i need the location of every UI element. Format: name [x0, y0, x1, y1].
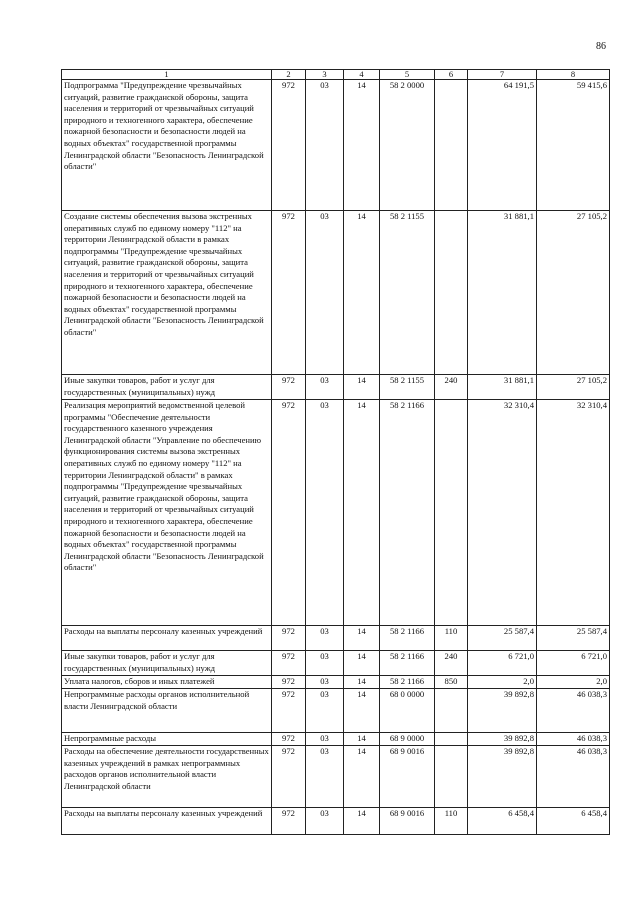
cell-section: 03 [306, 733, 344, 746]
table-row [62, 400, 610, 626]
cell-amount-year2: 59 415,6 [537, 80, 610, 211]
cell-amount-year1: 31 881,1 [468, 211, 537, 375]
cell-section: 03 [306, 689, 344, 733]
table-row [62, 651, 610, 676]
cell-admin-code: 972 [272, 80, 306, 211]
table-row [62, 746, 610, 808]
column-header: 3 [306, 70, 344, 80]
cell-section: 03 [306, 651, 344, 676]
cell-section: 03 [306, 808, 344, 835]
cell-section: 03 [306, 211, 344, 375]
column-header: 5 [380, 70, 435, 80]
cell-amount-year1: 32 310,4 [468, 400, 537, 626]
table-row [62, 733, 610, 746]
cell-target-article: 68 0 0000 [380, 689, 435, 733]
cell-admin-code: 972 [272, 676, 306, 689]
cell-admin-code: 972 [272, 733, 306, 746]
cell-admin-code: 972 [272, 400, 306, 626]
cell-target-article: 68 9 0000 [380, 733, 435, 746]
cell-subsection: 14 [344, 375, 380, 400]
cell-subsection: 14 [344, 400, 380, 626]
cell-section: 03 [306, 375, 344, 400]
cell-target-article: 58 2 1155 [380, 211, 435, 375]
row-name: Непрограммные расходы органов исполнительной власти Ленинградской области [62, 689, 272, 733]
cell-target-article: 58 2 1155 [380, 375, 435, 400]
cell-expense-type: 850 [435, 676, 468, 689]
cell-section: 03 [306, 80, 344, 211]
cell-admin-code: 972 [272, 626, 306, 651]
column-header: 8 [537, 70, 610, 80]
cell-admin-code: 972 [272, 375, 306, 400]
cell-expense-type [435, 400, 468, 626]
cell-section: 03 [306, 676, 344, 689]
cell-target-article: 68 9 0016 [380, 808, 435, 835]
row-name: Реализация мероприятий ведомственной целевой программы "Обеспечение деятельности государственного казенного учреждения Ленинградской области "Управление по обеспечению функционирования системы вызова экстренных оперативных служб по единому номеру "112" на территории Ленинградской области" в рамках подпрограммы "Предупреждение чрезвычайных ситуаций, развитие гражданской обороны, защита населения и территорий от чрезвычайных ситуаций природного и техногенного характера, обеспечение пожарной безопасности и безопасности людей на водных объектах" государственной программы Ленинградской области "Безопасность Ленинградской области" [62, 400, 272, 626]
cell-amount-year2: 27 105,2 [537, 211, 610, 375]
cell-amount-year1: 25 587,4 [468, 626, 537, 651]
page-number: 86 [596, 41, 606, 52]
table-row [62, 808, 610, 835]
header-row [62, 70, 610, 80]
cell-amount-year2: 2,0 [537, 676, 610, 689]
table-row [62, 626, 610, 651]
cell-amount-year1: 64 191,5 [468, 80, 537, 211]
cell-target-article: 58 2 0000 [380, 80, 435, 211]
table-row [62, 80, 610, 211]
column-header: 1 [62, 70, 272, 80]
cell-expense-type: 110 [435, 626, 468, 651]
cell-expense-type [435, 689, 468, 733]
cell-admin-code: 972 [272, 746, 306, 808]
cell-subsection: 14 [344, 80, 380, 211]
row-name: Непрограммные расходы [62, 733, 272, 746]
cell-subsection: 14 [344, 676, 380, 689]
cell-target-article: 58 2 1166 [380, 651, 435, 676]
row-name: Подпрограмма "Предупреждение чрезвычайных ситуаций, развитие гражданской обороны, защита населения и территорий от чрезвычайных ситуаций природного и техногенного характера, обеспечение пожарной безопасности и безопасности людей на водных объектах" государственной программы Ленинградской области "Безопасность Ленинградской области" [62, 80, 272, 211]
row-name: Иные закупки товаров, работ и услуг для государственных (муниципальных) нужд [62, 651, 272, 676]
row-name: Расходы на выплаты персоналу казенных учреждений [62, 626, 272, 651]
cell-subsection: 14 [344, 746, 380, 808]
cell-amount-year1: 39 892,8 [468, 746, 537, 808]
cell-subsection: 14 [344, 808, 380, 835]
cell-expense-type: 240 [435, 651, 468, 676]
cell-subsection: 14 [344, 626, 380, 651]
cell-amount-year2: 46 038,3 [537, 689, 610, 733]
cell-amount-year2: 25 587,4 [537, 626, 610, 651]
table-row [62, 211, 610, 375]
cell-target-article: 58 2 1166 [380, 400, 435, 626]
cell-expense-type [435, 733, 468, 746]
table-row [62, 689, 610, 733]
table-row [62, 375, 610, 400]
cell-amount-year1: 2,0 [468, 676, 537, 689]
cell-target-article: 68 9 0016 [380, 746, 435, 808]
cell-section: 03 [306, 626, 344, 651]
row-name: Расходы на выплаты персоналу казенных учреждений [62, 808, 272, 835]
cell-amount-year1: 6 721,0 [468, 651, 537, 676]
cell-expense-type [435, 80, 468, 211]
cell-admin-code: 972 [272, 808, 306, 835]
cell-expense-type: 110 [435, 808, 468, 835]
row-name: Иные закупки товаров, работ и услуг для государственных (муниципальных) нужд [62, 375, 272, 400]
cell-amount-year2: 46 038,3 [537, 733, 610, 746]
cell-subsection: 14 [344, 211, 380, 375]
cell-subsection: 14 [344, 651, 380, 676]
cell-amount-year1: 31 881,1 [468, 375, 537, 400]
cell-amount-year1: 6 458,4 [468, 808, 537, 835]
cell-admin-code: 972 [272, 211, 306, 375]
cell-expense-type [435, 211, 468, 375]
budget-table [61, 69, 610, 835]
cell-section: 03 [306, 746, 344, 808]
column-header: 6 [435, 70, 468, 80]
cell-section: 03 [306, 400, 344, 626]
cell-admin-code: 972 [272, 689, 306, 733]
cell-amount-year2: 32 310,4 [537, 400, 610, 626]
cell-amount-year2: 27 105,2 [537, 375, 610, 400]
row-name: Создание системы обеспечения вызова экстренных оперативных служб по единому номеру "112" на территории Ленинградской области в рамках подпрограммы "Предупреждение чрезвычайных ситуаций, развитие гражданской обороны, защита населения и территорий от чрезвычайных ситуаций природного и техногенного характера, обеспечение пожарной безопасности и безопасности людей на водных объектах" государственной программы Ленинградской области "Безопасность Ленинградской области" [62, 211, 272, 375]
cell-amount-year2: 46 038,3 [537, 746, 610, 808]
cell-expense-type: 240 [435, 375, 468, 400]
cell-expense-type [435, 746, 468, 808]
row-name: Уплата налогов, сборов и иных платежей [62, 676, 272, 689]
cell-amount-year2: 6 458,4 [537, 808, 610, 835]
table-row [62, 676, 610, 689]
cell-amount-year2: 6 721,0 [537, 651, 610, 676]
column-header: 4 [344, 70, 380, 80]
cell-amount-year1: 39 892,8 [468, 733, 537, 746]
cell-subsection: 14 [344, 689, 380, 733]
row-name: Расходы на обеспечение деятельности государственных казенных учреждений в рамках непрограммных расходов органов исполнительной власти Ленинградской области [62, 746, 272, 808]
cell-admin-code: 972 [272, 651, 306, 676]
cell-subsection: 14 [344, 733, 380, 746]
cell-target-article: 58 2 1166 [380, 626, 435, 651]
column-header: 7 [468, 70, 537, 80]
cell-amount-year1: 39 892,8 [468, 689, 537, 733]
cell-target-article: 58 2 1166 [380, 676, 435, 689]
column-header: 2 [272, 70, 306, 80]
